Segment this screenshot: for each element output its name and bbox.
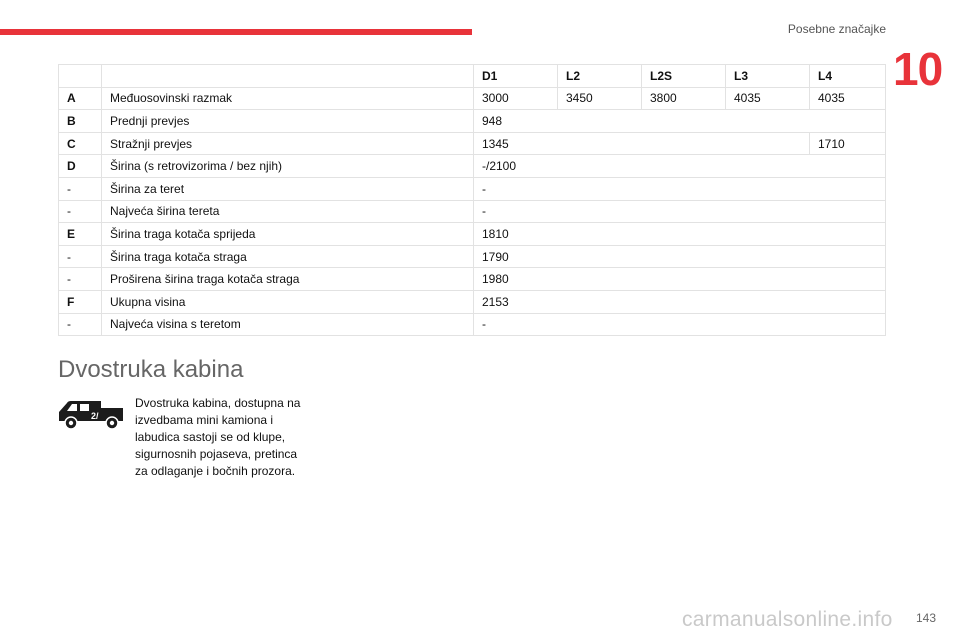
row-value: 1790	[474, 245, 886, 268]
row-code: -	[59, 245, 102, 268]
table-header-row	[59, 65, 886, 88]
double-cab-badge: 2/	[91, 411, 99, 421]
row-label: Ukupna visina	[102, 290, 474, 313]
dimensions-table	[58, 64, 886, 336]
row-label: Proširena širina traga kotača straga	[102, 268, 474, 291]
row-value: 4035	[810, 87, 886, 110]
watermark: carmanualsonline.info	[682, 608, 893, 631]
table-header-cell: D1	[474, 65, 558, 88]
row-code: B	[59, 110, 102, 133]
chapter-number: 10	[893, 43, 943, 95]
row-code: E	[59, 223, 102, 246]
row-value: 2153	[474, 290, 886, 313]
table-row	[59, 245, 886, 268]
table-row	[59, 290, 886, 313]
section-title: Posebne značajke	[787, 22, 886, 36]
row-label: Međuosovinski razmak	[102, 87, 474, 110]
row-label: Najveća širina tereta	[102, 200, 474, 223]
row-label: Najveća visina s teretom	[102, 313, 474, 336]
row-value: -	[474, 200, 886, 223]
table-header-cell	[102, 65, 474, 88]
row-value: 3450	[558, 87, 642, 110]
row-value: 948	[474, 110, 886, 133]
row-value: 1710	[810, 132, 886, 155]
double-cab-heading: Dvostruka kabina	[58, 356, 244, 383]
row-code: D	[59, 155, 102, 178]
table-row	[59, 132, 886, 155]
table-header-cell: L3	[726, 65, 810, 88]
table-header-cell: L4	[810, 65, 886, 88]
row-label: Širina traga kotača sprijeda	[102, 223, 474, 246]
header-accent-bar	[0, 29, 472, 35]
row-value: 3800	[642, 87, 726, 110]
row-value: -/2100	[474, 155, 886, 178]
row-value: -	[474, 177, 886, 200]
row-value: 1980	[474, 268, 886, 291]
row-label: Prednji prevjes	[102, 110, 474, 133]
row-code: -	[59, 313, 102, 336]
row-code: -	[59, 268, 102, 291]
row-value: -	[474, 313, 886, 336]
row-code: C	[59, 132, 102, 155]
table-header-cell: L2	[558, 65, 642, 88]
row-label: Širina za teret	[102, 177, 474, 200]
table-header-cell	[59, 65, 102, 88]
double-cab-description: Dvostruka kabina, dostupna na izvedbama mini kamiona i labudica sastoji se od klupe, sigurnosnih pojaseva, pretinca za odlaganje i bočnih prozora.	[135, 396, 301, 478]
row-value: 4035	[726, 87, 810, 110]
double-cab-truck-icon	[57, 396, 127, 437]
row-label: Stražnji prevjes	[102, 132, 474, 155]
table-row	[59, 87, 886, 110]
row-code: A	[59, 87, 102, 110]
row-value: 3000	[474, 87, 558, 110]
row-value: 1345	[474, 132, 810, 155]
table-row	[59, 223, 886, 246]
table-row	[59, 268, 886, 291]
page-number: 143	[915, 611, 936, 625]
row-code: -	[59, 200, 102, 223]
row-value: 1810	[474, 223, 886, 246]
row-label: Širina traga kotača straga	[102, 245, 474, 268]
table-row	[59, 200, 886, 223]
table-row	[59, 177, 886, 200]
row-code: F	[59, 290, 102, 313]
row-code: -	[59, 177, 102, 200]
table-header-cell: L2S	[642, 65, 726, 88]
row-label: Širina (s retrovizorima / bez njih)	[102, 155, 474, 178]
table-row	[59, 313, 886, 336]
table-row	[59, 110, 886, 133]
table-row	[59, 155, 886, 178]
